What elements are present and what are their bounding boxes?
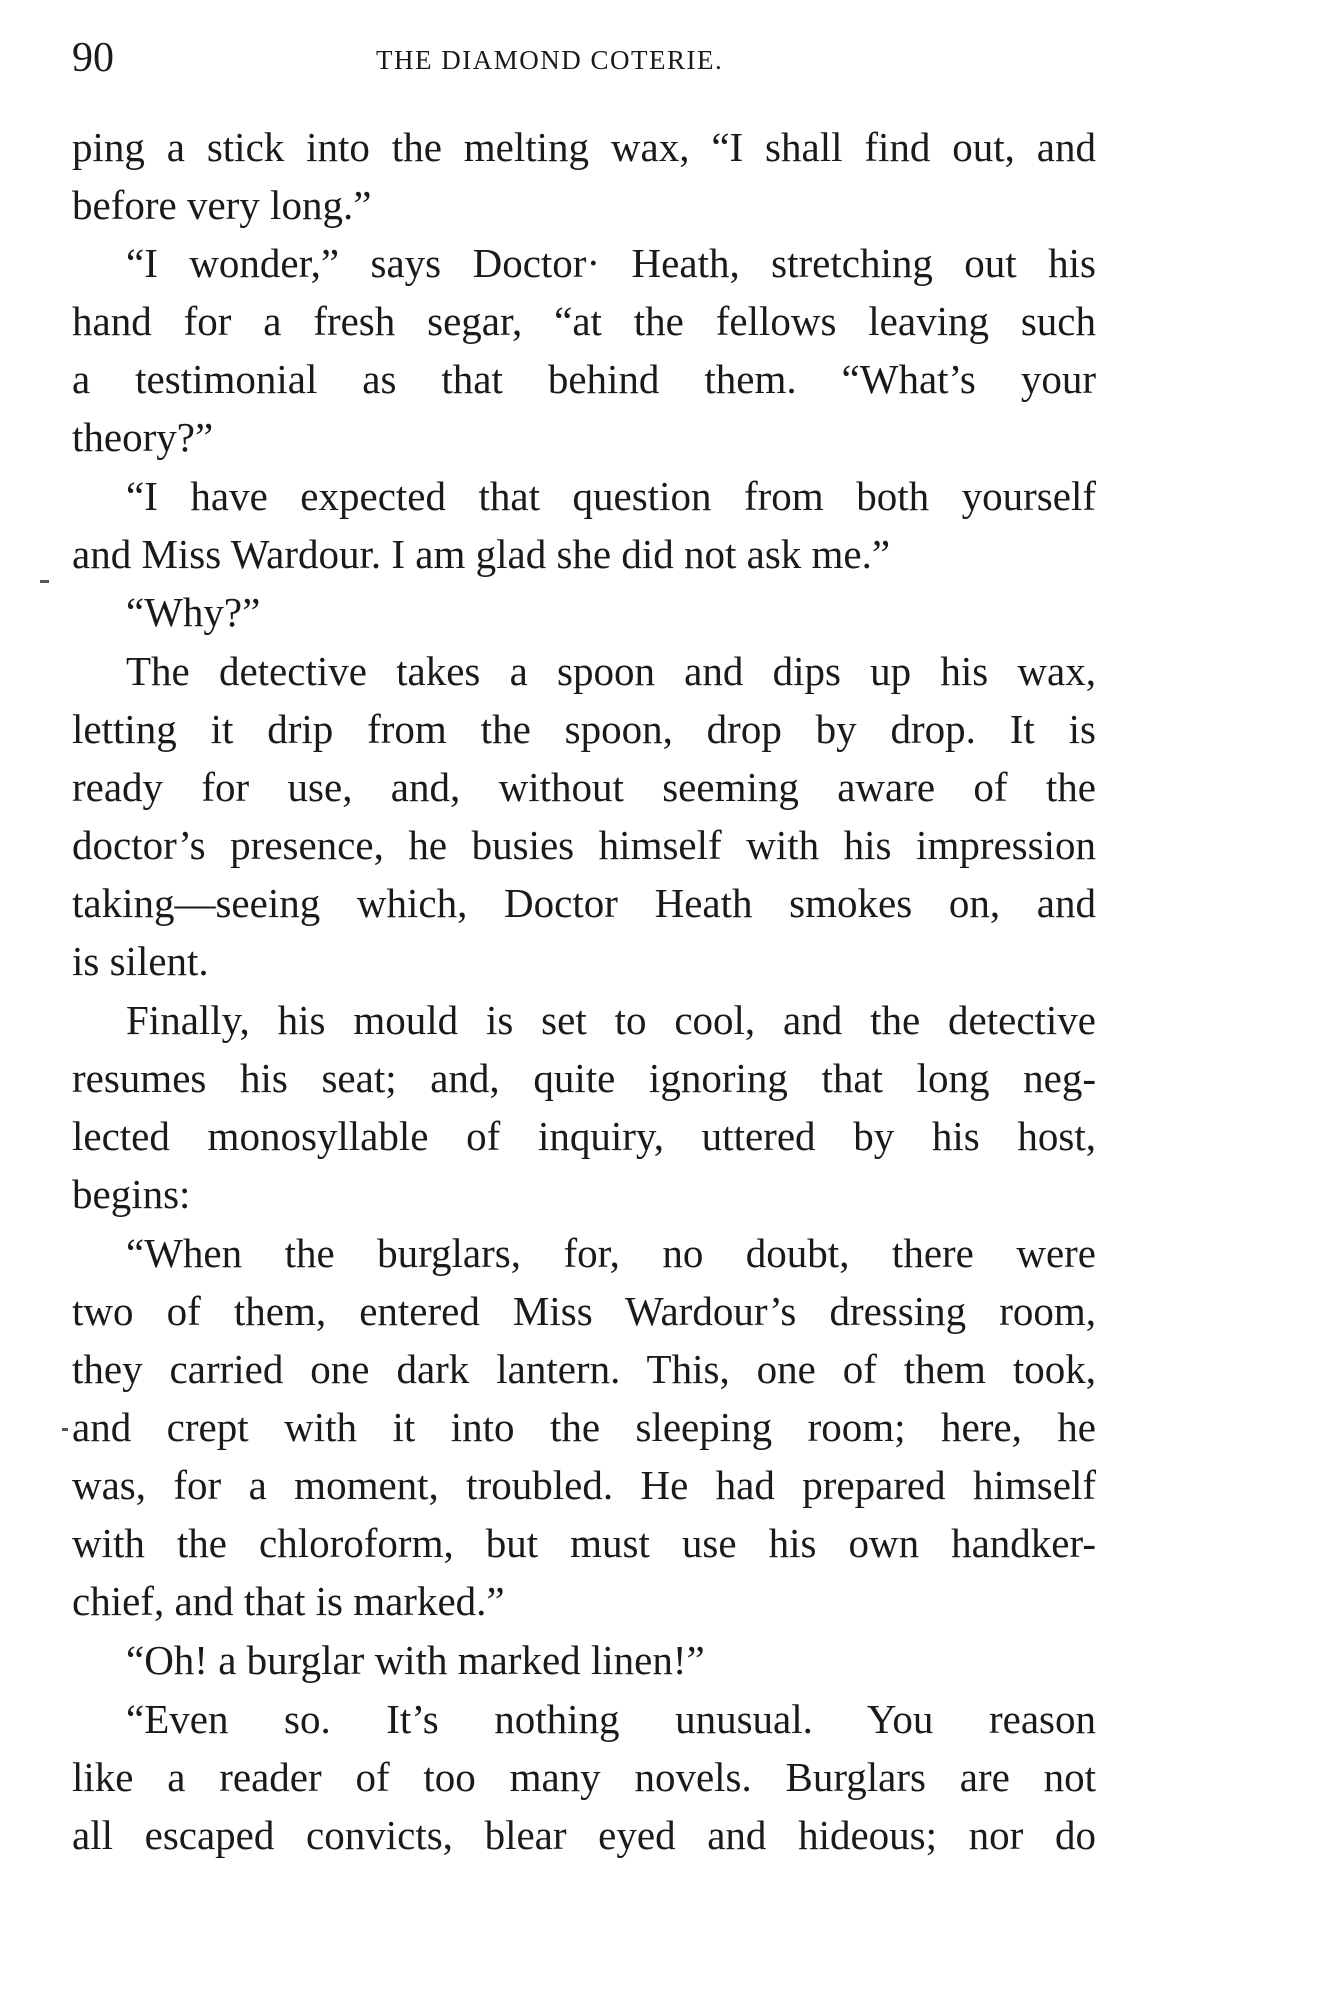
text-line: is silent. — [72, 938, 209, 984]
text-line: taking—seeing which, Doctor Heath smokes on, and — [72, 880, 1096, 926]
text-line: doctor’s presence, he busies himself with his impression — [72, 822, 1096, 868]
text-line: with the chloroform, but must use his own handker- — [72, 1520, 1096, 1566]
scan-speck — [40, 580, 49, 583]
text-line: before very long.” — [72, 182, 372, 228]
text-line: letting it drip from the spoon, drop by drop. It is — [72, 706, 1096, 752]
text-line: ready for use, and, without seeming aware of the — [72, 764, 1096, 810]
text-line: was, for a moment, troubled. He had prepared himself — [72, 1462, 1096, 1508]
text-line: “When the burglars, for, no doubt, there were — [126, 1230, 1096, 1276]
text-line: they carried one dark lantern. This, one of them took, — [72, 1346, 1096, 1392]
text-line: “Why?” — [126, 589, 261, 635]
page-number: 90 — [72, 35, 114, 81]
text-line: “Even so. It’s nothing unusual. You reason — [126, 1696, 1096, 1742]
text-line: all escaped convicts, blear eyed and hideous; nor do — [72, 1812, 1096, 1858]
scan-speck — [62, 1428, 68, 1431]
text-line: chief, and that is marked.” — [72, 1578, 505, 1624]
text-line: hand for a fresh segar, “at the fellows leaving such — [72, 298, 1096, 344]
text-line: “I wonder,” says Doctor· Heath, stretching out his — [126, 240, 1096, 286]
text-line: ping a stick into the melting wax, “I shall find out, and — [72, 124, 1096, 170]
text-line: theory?” — [72, 414, 214, 460]
text-line: lected monosyllable of inquiry, uttered by his host, — [72, 1113, 1096, 1159]
text-line: like a reader of too many novels. Burglars are not — [72, 1754, 1096, 1800]
text-line: and Miss Wardour. I am glad she did not ask me.” — [72, 531, 891, 577]
running-title: THE DIAMOND COTERIE. — [376, 45, 724, 75]
text-line: The detective takes a spoon and dips up his wax, — [126, 648, 1096, 694]
text-line: “I have expected that question from both yourself — [126, 473, 1096, 519]
text-line: “Oh! a burglar with marked linen!” — [126, 1637, 705, 1683]
text-line: begins: — [72, 1171, 191, 1217]
text-line: two of them, entered Miss Wardour’s dressing room, — [72, 1288, 1096, 1334]
text-line: Finally, his mould is set to cool, and the detective — [126, 997, 1096, 1043]
text-line: a testimonial as that behind them. “What’s your — [72, 356, 1096, 402]
text-line: and crept with it into the sleeping room; here, he — [72, 1404, 1096, 1450]
text-line: resumes his seat; and, quite ignoring that long neg- — [72, 1055, 1096, 1101]
